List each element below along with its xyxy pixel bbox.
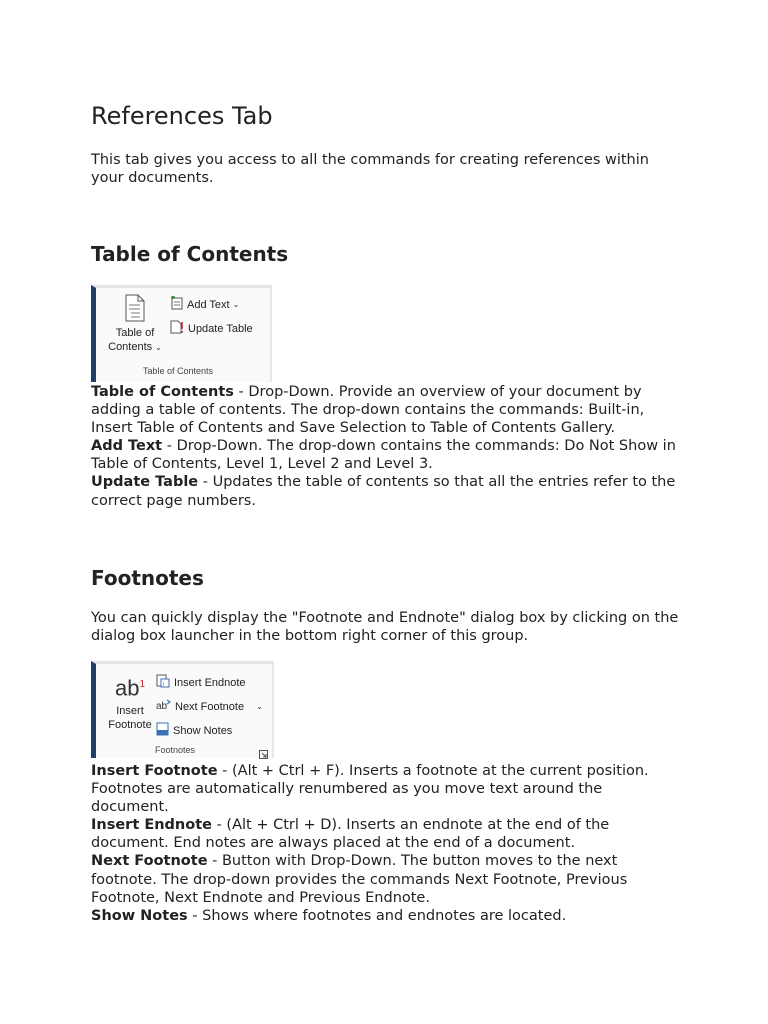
next-footnote-button[interactable]: [156, 698, 263, 715]
insert-footnote-desc-term: Insert Footnote: [91, 763, 218, 779]
insert-footnote-icon: [104, 672, 156, 701]
show-notes-icon: [156, 722, 169, 739]
show-notes-button[interactable]: [156, 722, 232, 739]
insert-endnote-desc-text: - (Alt + Ctrl + D). Inserts an endnote at the end of the document. End notes are always placed at the end of a document.: [91, 817, 610, 852]
next-footnote-desc-text: - Button with Drop-Down. The button moves to the next footnote. The drop-down provides the commands Next Footnote, Previous Footnote, Next Endnote and Previous Endnote.: [91, 853, 628, 906]
update-table-desc-item: [91, 473, 683, 509]
chevron-down-icon: ⌄: [232, 300, 240, 309]
insert-footnote-desc-item: [91, 762, 683, 816]
svg-text:ab: ab: [156, 701, 168, 712]
show-notes-label: Show Notes: [173, 724, 233, 737]
page-title: References Tab: [91, 102, 273, 130]
next-footnote-desc-term: Next Footnote: [91, 853, 208, 870]
update-table-desc-text: - Updates the table of contents so that all the entries refer to the correct page numbers.: [91, 474, 676, 509]
show-notes-desc-item: [91, 907, 683, 925]
add-text-button[interactable]: [170, 296, 239, 313]
toc-descriptions: [91, 383, 683, 510]
intro-paragraph: This tab gives you access to all the commands for creating references within your documents.: [91, 152, 649, 186]
footnotes-ribbon-group: [91, 661, 274, 758]
table-of-contents-button[interactable]: [107, 294, 163, 355]
toc-desc-text: - Drop-Down. Provide an overview of your document by adding a table of contents. The drop-down contains the commands: Built-in, Insert Table of Contents and Save Selection to Table of Contents Gallery.: [91, 384, 645, 437]
chevron-down-icon: ⌄: [155, 343, 162, 352]
toc-desc-term: Table of Contents: [91, 384, 234, 400]
update-table-desc-term: Update Table: [91, 474, 199, 491]
add-text-desc-item: [91, 437, 683, 473]
add-text-label: Add Text: [187, 298, 230, 311]
insert-endnote-desc-item: [91, 816, 683, 852]
add-text-desc-term: Add Text: [91, 438, 163, 455]
insert-footnote-label-1: Insert: [116, 705, 144, 718]
svg-text:i: i: [163, 682, 165, 688]
next-footnote-desc-item: [91, 852, 683, 906]
toc-heading: Table of Contents: [91, 242, 289, 266]
show-notes-desc-term: Show Notes: [91, 907, 188, 924]
chevron-down-icon: ⌄: [256, 702, 263, 711]
footnote-glyph: ab: [114, 675, 140, 701]
update-table-icon: [170, 320, 184, 337]
footnotes-intro: You can quickly display the "Footnote and Endnote" dialog box by clicking on the dialog box launcher in the bottom right corner of this group.: [91, 610, 679, 644]
insert-endnote-desc-term: Insert Endnote: [91, 817, 212, 834]
document-icon: [124, 294, 146, 322]
show-notes-desc-text: - Shows where footnotes and endnotes are located.: [187, 907, 567, 924]
footnote-glyph-sup: 1: [139, 679, 146, 690]
toc-group-label: Table of Contents: [143, 366, 214, 376]
next-footnote-label: Next Footnote: [175, 700, 245, 713]
next-footnote-icon: [156, 698, 171, 715]
insert-endnote-button[interactable]: [156, 674, 246, 691]
footnotes-group-label: Footnotes: [155, 745, 196, 755]
toc-ribbon-group: [91, 285, 272, 382]
insert-footnote-button[interactable]: [104, 672, 156, 732]
update-table-button[interactable]: [170, 320, 253, 337]
footnotes-heading: Footnotes: [91, 566, 204, 590]
toc-button-label-1: Table of: [115, 327, 155, 339]
update-table-label: Update Table: [188, 322, 253, 335]
footnotes-descriptions: [91, 762, 683, 925]
insert-endnote-label: Insert Endnote: [174, 676, 246, 689]
toc-button-label-2: Contents: [108, 341, 153, 353]
add-text-icon: [170, 296, 183, 313]
insert-endnote-icon: [156, 674, 170, 691]
add-text-desc-text: - Drop-Down. The drop-down contains the commands: Do Not Show in Table of Contents, Level 1, Level 2 and Level 3.: [91, 438, 676, 473]
insert-footnote-label-2: Footnote: [108, 719, 152, 732]
toc-desc-item: [91, 383, 683, 437]
insert-footnote-desc-text: - (Alt + Ctrl + F). Inserts a footnote at the current position. Footnotes are automatically renumbered as you move text around the document.: [91, 763, 649, 816]
